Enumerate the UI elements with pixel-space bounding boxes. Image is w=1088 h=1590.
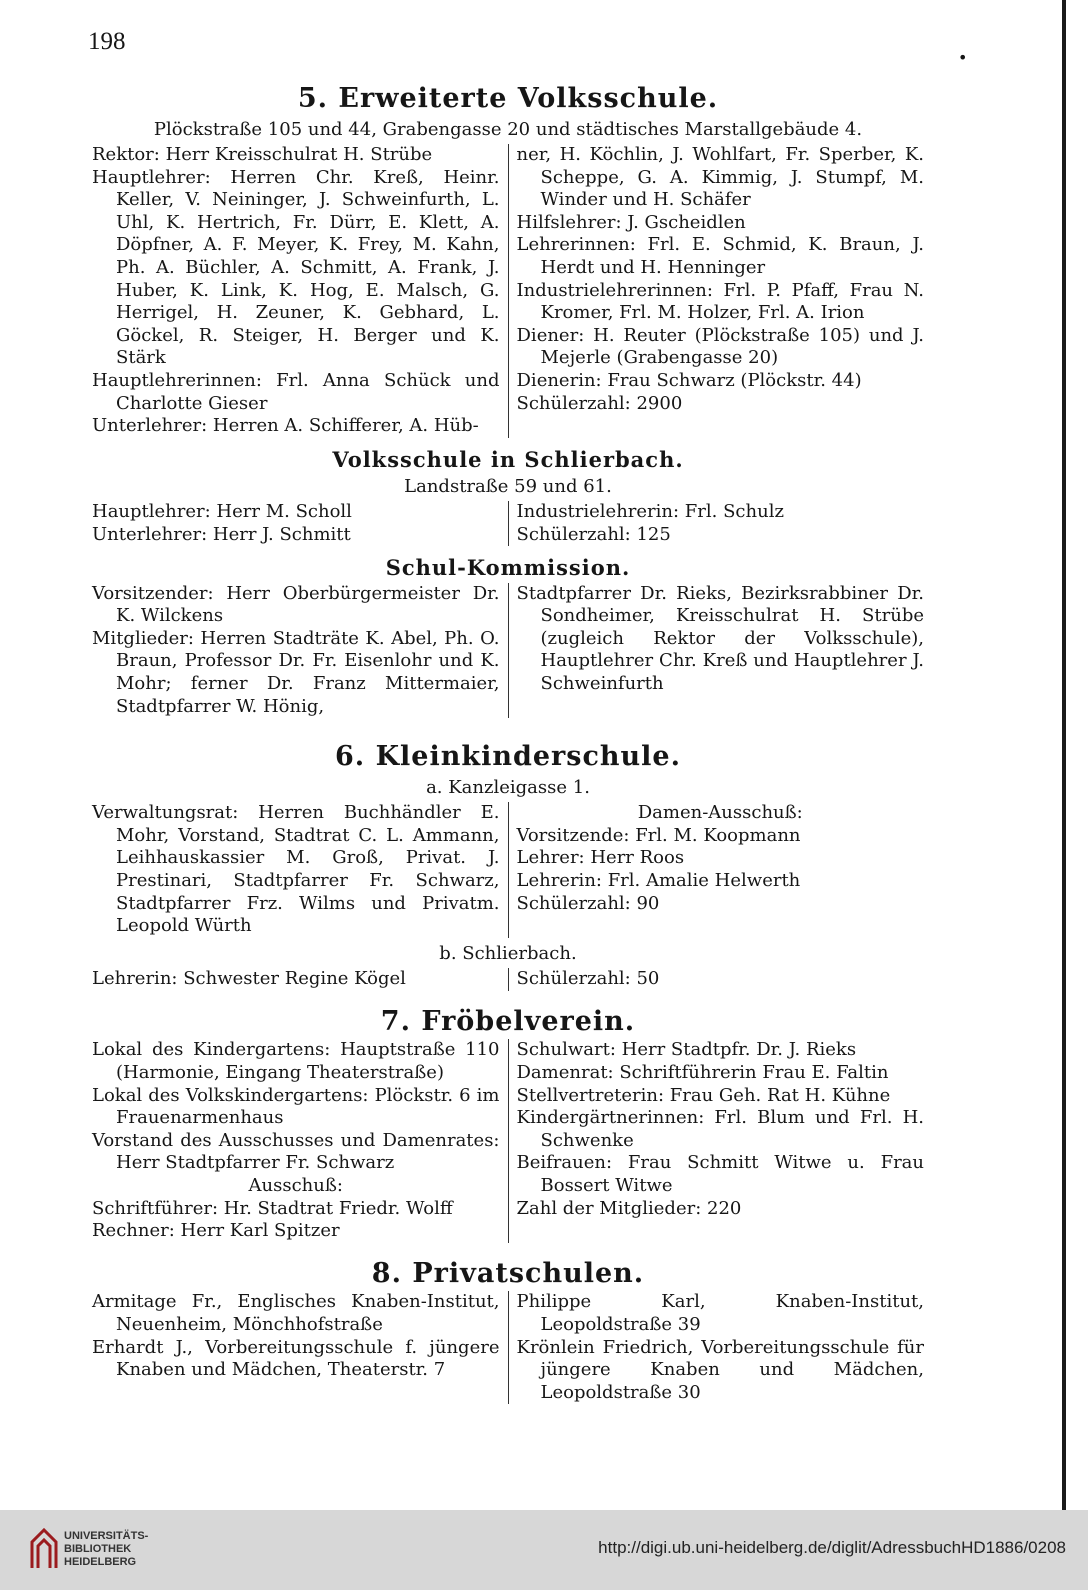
entry: Lehrerinnen: Frl. E. Schmid, K. Braun, J. Herdt und H. Henninger <box>516 234 924 279</box>
entry: Unterlehrer: Herr J. Schmitt <box>92 523 351 545</box>
section-6-title: 6. Kleinkinderschule. <box>335 741 681 773</box>
entry: Philippe Karl, Knaben-Institut, Leopoldstraße 39 <box>516 1291 924 1336</box>
entry: Armitage Fr., Englisches Knaben-Institut, Neuenheim, Mönchhofstraße <box>92 1291 500 1336</box>
entry: Schülerzahl: 90 <box>516 892 660 914</box>
document-page <box>92 84 924 1404</box>
page-number: 198 <box>88 28 126 55</box>
entry: Beifrauen: Frau Schmitt Witwe u. Frau Bossert Witwe <box>516 1152 924 1196</box>
entry: Dienerin: Frau Schwarz (Plöckstr. 44) <box>516 370 862 392</box>
entry: Vorsitzender: Herr Oberbürgermeister Dr. K. Wilckens <box>92 582 500 627</box>
subheading: Damen-Ausschuß: <box>637 802 803 824</box>
schlierbach-address: Landstraße 59 und 61. <box>404 475 612 497</box>
section-6b-columns <box>92 968 924 991</box>
entry: Lehrerin: Schwester Regine Kögel <box>92 968 406 990</box>
section-5-columns <box>92 144 924 438</box>
entry: Schülerzahl: 125 <box>516 523 671 545</box>
section-6-sub-b: b. Schlierbach. <box>439 942 577 964</box>
entry: Lokal des Kindergartens: Hauptstraße 110 (Harmonie, Eingang Theaterstraße) <box>92 1039 500 1084</box>
entry: Diener: H. Reuter (Plöckstraße 105) und J. Mejerle (Grabengasse 20) <box>516 324 924 369</box>
entry: Schülerzahl: 50 <box>516 968 660 990</box>
section-5-left <box>92 144 509 438</box>
kommission-title: Schul-Kommission. <box>385 555 631 581</box>
entry: Zahl der Mitglieder: 220 <box>516 1197 742 1219</box>
entry: Unterlehrer: Herren A. Schifferer, A. Hüb- <box>92 415 479 437</box>
entry: Verwaltungsrat: Herren Buchhändler E. Mohr, Vorstand, Stadtrat C. L. Ammann, Leihhauskassier M. Groß, Privat. J. Prestinari, Stadtpfarrer Fr. Schwarz, Stadtpfarrer Frz. Wilms und Privatm. Leopold Würth <box>92 802 500 937</box>
scan-mark: • <box>958 48 968 67</box>
section-5-title: 5. Erweiterte Volksschule. <box>297 83 719 114</box>
page-edge <box>1062 0 1066 1510</box>
entry: Rektor: Herr Kreisschulrat H. Strübe <box>92 144 433 166</box>
entry: Erhardt J., Vorbereitungsschule f. jüngere Knaben und Mädchen, Theaterstr. 7 <box>92 1336 500 1381</box>
entry: Schülerzahl: 2900 <box>516 392 683 414</box>
section-8-title: 8. Privatschulen. <box>371 1257 645 1289</box>
section-7-title: 7. Fröbelverein. <box>380 1005 636 1037</box>
section-6-sub-a: a. Kanzleigasse 1. <box>426 776 590 798</box>
entry: Lokal des Volkskindergartens: Plöckstr. 6 im Frauenarmenhaus <box>92 1084 500 1129</box>
schlierbach-title: Volksschule in Schlierbach. <box>332 446 684 472</box>
entry: Vorsitzende: Frl. M. Koopmann <box>516 824 801 846</box>
entry: Damenrat: Schriftführerin Frau E. Faltin <box>516 1062 889 1084</box>
entry: Kindergärtnerinnen: Frl. Blum und Frl. H. Schwenke <box>516 1107 924 1151</box>
footer-bar <box>0 1510 1088 1590</box>
entry: Vorstand des Ausschusses und Damenrates: Herr Stadtpfarrer Fr. Schwarz <box>92 1129 500 1174</box>
entry: Hauptlehrer: Herren Chr. Kreß, Heinr. Keller, V. Neininger, J. Schweinfurth, L. Uhl, K. Hertrich, Fr. Dürr, E. Klett, A. Döpfner, A. F. Meyer, K. Frey, M. Kahn, Ph. A. Büchler, A. Schmitt, A. Frank, J. Huber, K. Link, K. Hog, E. Malsch, G. Herrigel, H. Zeuner, K. Gebhard, L. Göckel, R. Steiger, H. Berger und K. Stärk <box>92 166 500 369</box>
source-url-link[interactable]: http://digi.ub.uni-heidelberg.de/diglit/AdressbuchHD1886/0208 <box>598 1538 1066 1557</box>
entry: Hilfslehrer: J. Gscheidlen <box>516 211 746 233</box>
subheading: Ausschuß: <box>248 1175 343 1196</box>
entry: Hauptlehrer: Herr M. Scholl <box>92 501 352 523</box>
section-8-columns <box>92 1291 924 1404</box>
section-5-address: Plöckstraße 105 und 44, Grabengasse 20 und städtisches Marstallgebäude 4. <box>153 118 863 140</box>
entry: Hauptlehrerinnen: Frl. Anna Schück und Charlotte Gieser <box>92 370 500 414</box>
entry: Krönlein Friedrich, Vorbereitungsschule für jüngere Knaben und Mädchen, Leopoldstraße 30 <box>516 1336 924 1403</box>
entry: Rechner: Herr Karl Spitzer <box>92 1220 340 1242</box>
entry: Lehrerin: Frl. Amalie Helwerth <box>516 869 801 891</box>
section-7-columns <box>92 1039 924 1242</box>
entry: Mitglieder: Herren Stadträte K. Abel, Ph. O. Braun, Professor Dr. Fr. Eisenlohr und K. Mohr; ferner Dr. Franz Mittermaier, Stadtpfarrer W. Hönig, <box>92 627 500 717</box>
section-5-right <box>509 144 925 438</box>
entry: Stadtpfarrer Dr. Rieks, Bezirksrabbiner Dr. Sondheimer, Kreisschulrat H. Strübe (zugleich Rektor der Volksschule), Hauptlehrer Chr. Kreß und Hauptlehrer J. Schweinfurth <box>516 582 924 694</box>
library-logo-icon <box>30 1528 58 1570</box>
kommission-columns <box>92 583 924 719</box>
entry: Industrielehrerinnen: Frl. P. Pfaff, Frau N. Kromer, Frl. M. Holzer, Frl. A. Irion <box>516 279 924 324</box>
entry: Schriftführer: Hr. Stadtrat Friedr. Wolff <box>92 1197 453 1219</box>
entry: Industrielehrerin: Frl. Schulz <box>516 501 784 523</box>
entry: Stellvertreterin: Frau Geh. Rat H. Kühne <box>516 1084 891 1106</box>
library-name: UNIVERSITÄTS- BIBLIOTHEK HEIDELBERG <box>64 1530 149 1568</box>
entry: ner, H. Köchlin, J. Wohlfart, Fr. Sperber, K. Scheppe, G. A. Kimmig, J. Stumpf, M. Winder und H. Schäfer <box>516 144 924 211</box>
entry: Lehrer: Herr Roos <box>516 847 685 869</box>
schlierbach-columns <box>92 501 924 546</box>
section-6a-columns <box>92 802 924 938</box>
entry: Schulwart: Herr Stadtpfr. Dr. J. Rieks <box>516 1039 857 1061</box>
